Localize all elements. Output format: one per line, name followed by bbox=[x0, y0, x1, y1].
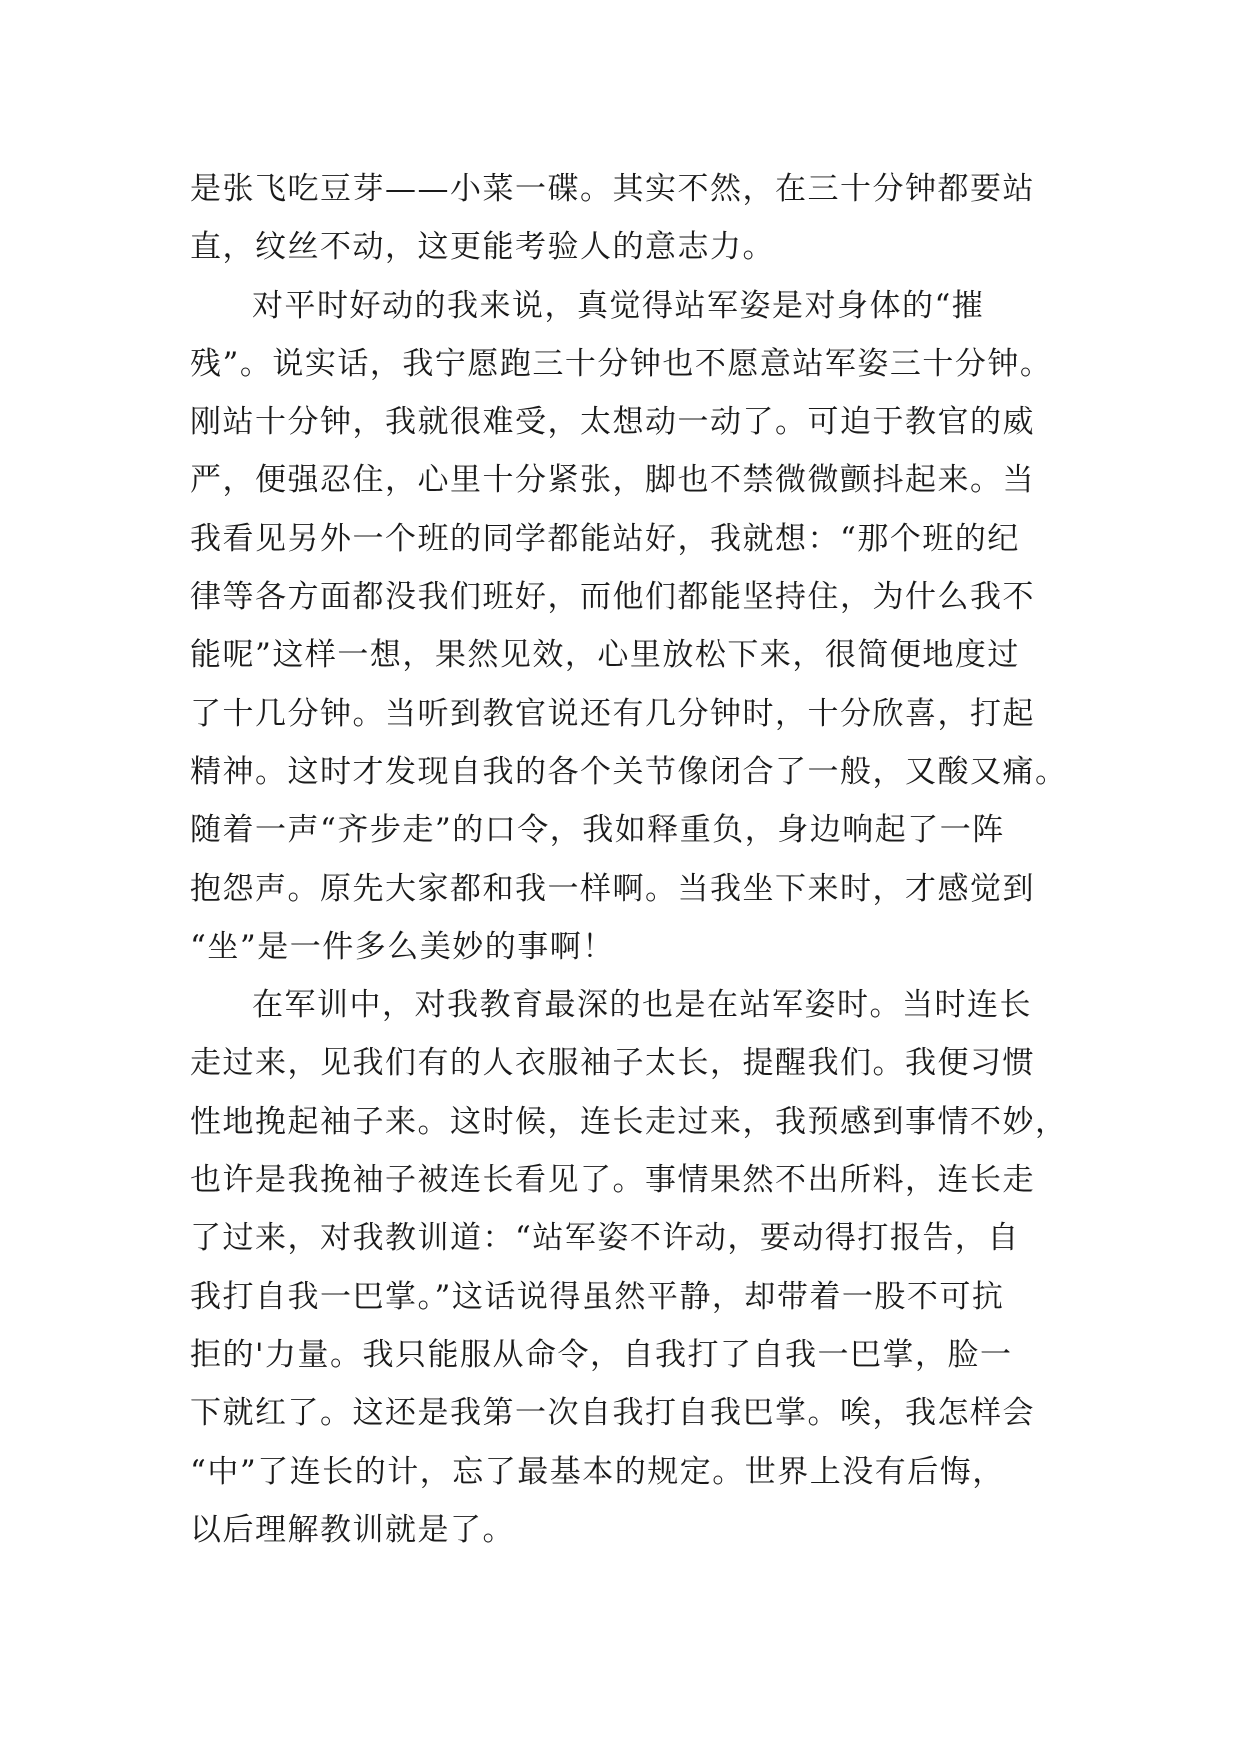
text-line: 残”。说实话，我宁愿跑三十分钟也不愿意站军姿三十分钟。 bbox=[190, 345, 1053, 382]
text-line: 我打自我一巴掌。”这话说得虽然平静，却带着一股不可抗 bbox=[190, 1278, 1005, 1315]
text-line: 我看见另外一个班的同学都能站好，我就想：“那个班的纪 bbox=[190, 520, 1020, 557]
text-line: 能呢”这样一想，果然见效，心里放松下来，很简便地度过 bbox=[190, 637, 1020, 674]
text-line: 下就红了。这还是我第一次自我打自我巴掌。唉，我怎样会 bbox=[190, 1395, 1035, 1432]
text-line: 严，便强忍住，心里十分紧张，脚也不禁微微颤抖起来。当 bbox=[190, 462, 1035, 499]
text-line: “中”了连长的计，忘了最基本的规定。世界上没有后悔， bbox=[190, 1453, 1005, 1490]
text-line: 律等各方面都没我们班好，而他们都能坚持住，为什么我不 bbox=[190, 579, 1035, 616]
text-line: 以后理解教训就是了。 bbox=[190, 1511, 515, 1548]
text-line: 抱怨声。原先大家都和我一样啊。当我坐下来时，才感觉到 bbox=[190, 870, 1035, 907]
text-line: 随着一声“齐步走”的口令，我如释重负，身边响起了一阵 bbox=[190, 812, 1005, 849]
text-line: 是张飞吃豆芽——小菜一碟。其实不然，在三十分钟都要站 bbox=[190, 171, 1035, 207]
paragraph-first-line: 对平时好动的我来说，真觉得站军姿是对身体的“摧 bbox=[252, 287, 985, 324]
text-line: 刚站十分钟，我就很难受，太想动一动了。可迫于教官的威 bbox=[190, 404, 1035, 441]
text-line: 了过来，对我教训道：“站军姿不许动，要动得打报告，自 bbox=[190, 1220, 1020, 1257]
text-line: 性地挽起袖子来。这时候，连长走过来，我预感到事情不妙， bbox=[190, 1103, 1068, 1140]
text-line: 也许是我挽袖子被连长看见了。事情果然不出所料，连长走 bbox=[190, 1162, 1035, 1199]
text-line: 拒的'力量。我只能服从命令，自我打了自我一巴掌，脸一 bbox=[190, 1336, 1013, 1373]
text-line: 走过来，见我们有的人衣服袖子太长，提醒我们。我便习惯 bbox=[190, 1045, 1035, 1082]
text-line: 精神。这时才发现自我的各个关节像闭合了一般，又酸又痛。 bbox=[190, 753, 1068, 790]
body-text bbox=[190, 160, 1068, 1559]
text-line: 直，纹丝不动，这更能考验人的意志力。 bbox=[190, 229, 775, 266]
paragraph-first-line: 在军训中，对我教育最深的也是在站军姿时。当时连长 bbox=[252, 987, 1032, 1024]
text-line: 了十几分钟。当听到教官说还有几分钟时，十分欣喜，打起 bbox=[190, 695, 1035, 732]
text-line: “坐”是一件多么美妙的事啊！ bbox=[190, 928, 615, 965]
